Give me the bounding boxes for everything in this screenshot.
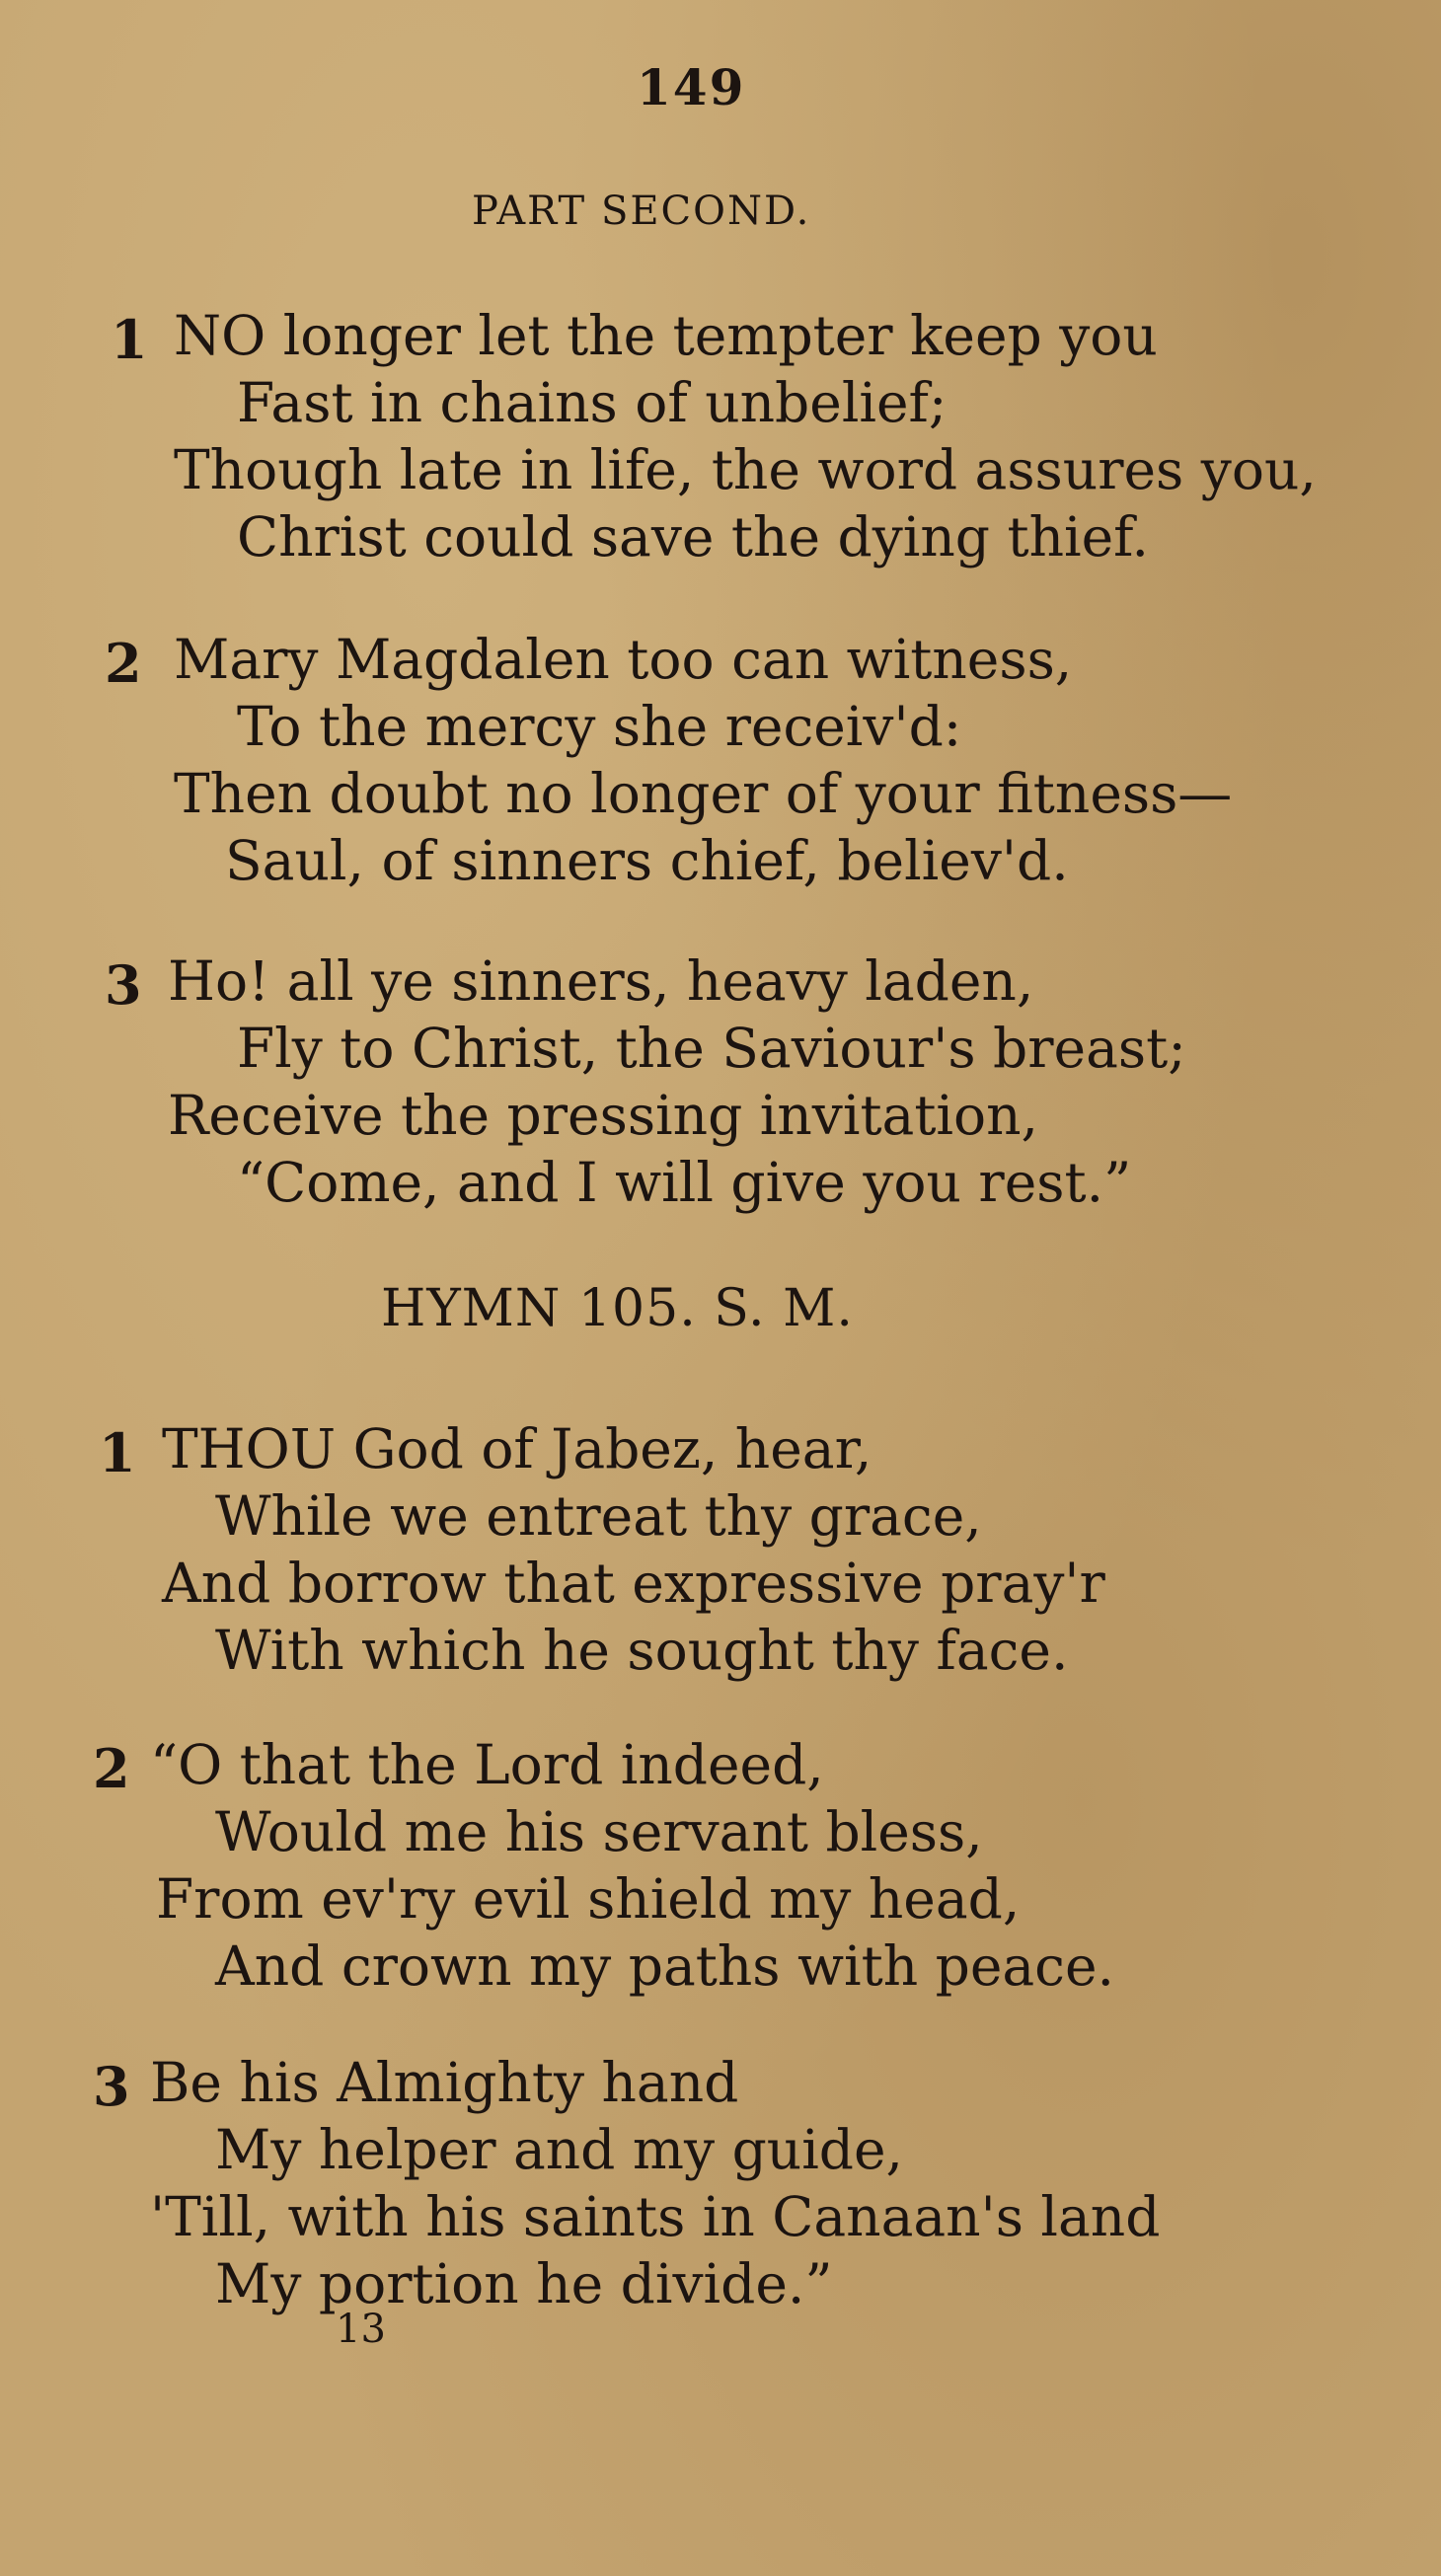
signature-mark: 13 — [336, 2307, 386, 2352]
stanza-number: 1 — [99, 1421, 136, 1484]
verse-line: Would me his servant bless, — [215, 1800, 983, 1863]
verse-line: While we entreat thy grace, — [215, 1484, 982, 1548]
verse-line: Christ could save the dying thief. — [237, 505, 1150, 568]
stanza-number: 2 — [93, 1737, 130, 1800]
section-heading: PART SECOND. — [472, 189, 811, 234]
hymn-heading: HYMN 105. S. M. — [381, 1279, 854, 1338]
verse-line: Receive the pressing invitation, — [168, 1084, 1039, 1147]
verse-line: “O that the Lord indeed, — [150, 1733, 824, 1796]
stanza-number: 2 — [105, 632, 142, 695]
verse-line: My portion he divide.” — [215, 2252, 833, 2315]
verse-line: Be his Almighty hand — [150, 2051, 739, 2114]
verse-line: “Come, and I will give you rest.” — [237, 1151, 1132, 1214]
verse-line: Fly to Christ, the Saviour's breast; — [237, 1017, 1186, 1080]
verse-line: Though late in life, the word assures you, — [174, 438, 1317, 501]
verse-line: My helper and my guide, — [215, 2118, 904, 2181]
page-number: 149 — [637, 58, 746, 116]
verse-line: With which he sought thy face. — [215, 1619, 1069, 1682]
verse-line: Saul, of sinners chief, believ'd. — [225, 829, 1069, 892]
verse-line: Then doubt no longer of your fitness— — [174, 762, 1233, 825]
verse-line: Ho! all ye sinners, heavy laden, — [168, 949, 1034, 1013]
verse-line: NO longer let the tempter keep you — [174, 304, 1158, 367]
verse-line: Fast in chains of unbelief; — [237, 371, 948, 434]
verse-line: And crown my paths with peace. — [215, 1934, 1115, 1998]
verse-line: 'Till, with his saints in Canaan's land — [150, 2185, 1161, 2248]
verse-line: Mary Magdalen too can witness, — [174, 628, 1073, 691]
verse-line: THOU God of Jabez, hear, — [162, 1417, 872, 1480]
verse-line: And borrow that expressive pray'r — [162, 1552, 1105, 1615]
verse-line: From ev'ry evil shield my head, — [156, 1867, 1021, 1931]
stanza-number: 1 — [111, 308, 148, 371]
stanza-number: 3 — [93, 2055, 130, 2118]
verse-line: To the mercy she receiv'd: — [237, 695, 962, 758]
stanza-number: 3 — [105, 953, 142, 1017]
